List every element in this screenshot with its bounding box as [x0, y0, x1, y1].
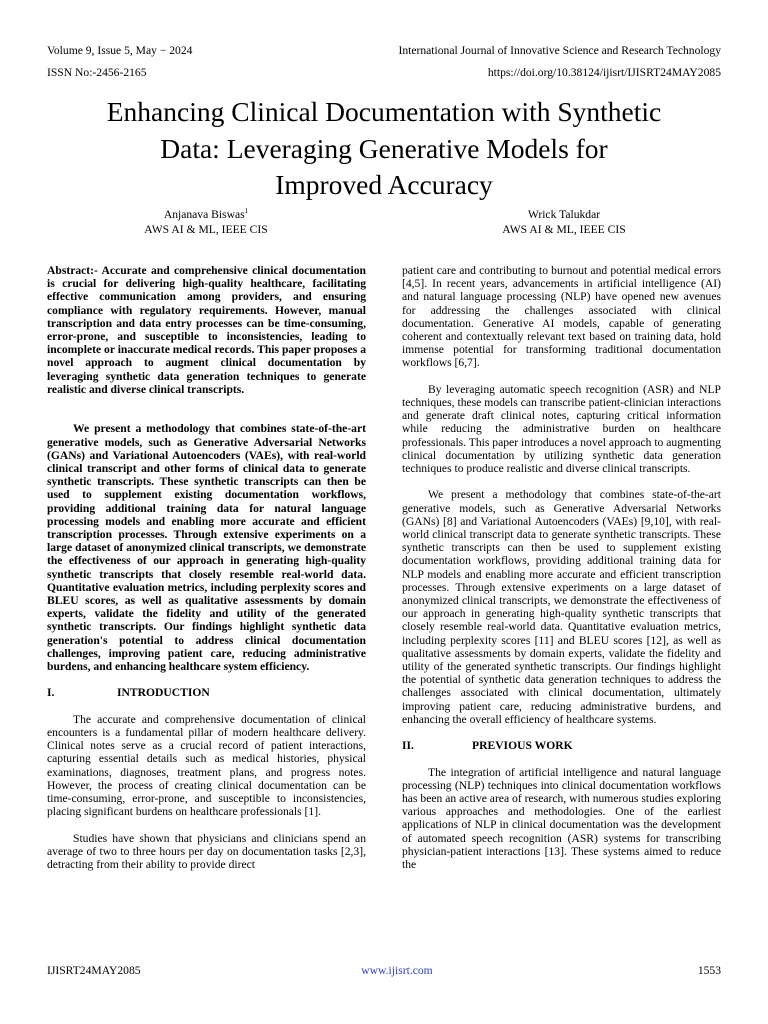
paper-title — [40, 94, 728, 204]
issn: ISSN No:-2456-2165 — [47, 66, 147, 79]
abstract-paragraph: We present a methodology that combines state-of-the-art generative models, such as Generative Adversarial Networks (GANs) and Variational Autoencoders (VAEs), with real-world clinical transcript and other forms of clinical data to generate synthetic transcripts. These synthetic transcripts can then be used to supplement existing documentation workflows, providing additional training data for natural language processing models and enabling more accurate and efficient transcription processes. Through extensive experiments on a large dataset of anonymized clinical transcripts, we demonstrate the effectiveness of our approach in generating high-quality synthetic transcripts that closely resemble real-world data. Quantitative evaluation metrics, including perplexity scores and BLEU scores, as well as qualitative assessments by domain experts, validate the fidelity and utility of the generated synthetic transcripts. Our findings highlight synthetic data generation's potential to address clinical documentation challenges, improving patient care, reducing administrative burdens, and enhancing healthcare system efficiency. — [47, 422, 366, 674]
section-title: INTRODUCTION — [117, 686, 210, 700]
author-name: Wrick Talukdar — [527, 208, 601, 221]
journal-name: International Journal of Innovative Science and Research Technology — [398, 44, 721, 57]
section-heading-previous-work — [402, 739, 721, 752]
page-number: 1553 — [697, 964, 721, 977]
doi-link[interactable]: https://doi.org/10.38124/ijisrt/IJISRT24MAY2085 — [487, 66, 721, 79]
body-paragraph: The accurate and comprehensive documentation of clinical encounters is a fundamental pillar of modern healthcare delivery. Clinical notes serve as a crucial record of patient interactions, capturing essential details such as medical histories, physical examinations, diagnoses, treatment plans, and progress notes. However, the process of creating clinical documentation can be time-consuming, error-prone, and susceptible to inconsistencies, placing significant burdens on healthcare professionals [1]. — [47, 712, 366, 819]
section-number: II. — [402, 739, 414, 753]
section-number: I. — [47, 686, 55, 700]
title-line: Improved Accuracy — [275, 169, 493, 200]
author-superscript: 1 — [244, 207, 249, 216]
left-column — [47, 264, 366, 871]
author-affiliation: AWS AI & ML, IEEE CIS — [144, 223, 268, 236]
body-paragraph: patient care and contributing to burnout and potential medical errors [4,5]. In recent years, advancements in artificial intelligence (AI) and natural language processing (NLP) have opened new avenues for addressing the challenges associated with clinical documentation. Generative AI models, capable of generating coherent and contextually relevant text based on training data, hold immense potential for transforming traditional documentation workflows [6,7]. — [402, 264, 721, 370]
body-paragraph: The integration of artificial intelligence and natural language processing (NLP) techniques into clinical documentation workflows has been an active area of research, with numerous studies exploring various approaches and methodologies. One of the earliest applications of NLP in clinical documentation was the development of automated speech recognition (ASR) systems for transcribing physician-patient interactions [13]. These systems aimed to reduce the — [402, 765, 721, 872]
abstract-paragraph: Abstract:- Accurate and comprehensive clinical documentation is crucial for delivering high-quality healthcare, facilitating effective communication among providers, and ensuring compliance with regulatory requirements. However, manual transcription and data entry processes can be time-consuming, error-prone, and susceptible to inconsistencies, leading to incomplete or inaccurate medical records. This paper proposes a novel approach to augment clinical documentation by leveraging synthetic data generation techniques to generate realistic and diverse clinical transcripts. — [47, 264, 366, 396]
title-line: Enhancing Clinical Documentation with Synthetic — [106, 96, 662, 127]
body-paragraph: Studies have shown that physicians and clinicians spend an average of two to three hours per day on documentation tasks [2,3], detracting from their ability to provide direct — [47, 831, 366, 872]
section-title: PREVIOUS WORK — [472, 739, 573, 753]
section-heading-introduction — [47, 686, 366, 699]
body-paragraph: By leveraging automatic speech recognition (ASR) and NLP techniques, these models can transcribe patient-clinician interactions and generate draft clinical notes, capturing critical information while reducing the administrative burden on healthcare professionals. This paper introduces a novel approach to augmenting clinical documentation by utilizing synthetic data generation techniques to produce realistic and diverse clinical transcripts. — [402, 382, 721, 476]
title-line: Data: Leveraging Generative Models for — [160, 132, 608, 164]
author-affiliation: AWS AI & ML, IEEE CIS — [502, 223, 626, 236]
right-column — [402, 264, 721, 871]
volume-info: Volume 9, Issue 5, May − 2024 — [47, 44, 193, 57]
author-block-2 — [414, 207, 714, 237]
body-paragraph: We present a methodology that combines state-of-the-art generative models, such as Generative Adversarial Networks (GANs) [8] and Variational Autoencoders (VAEs) [9,10], with real-world clinical transcript data to generate synthetic transcripts. These synthetic transcripts can then be used to supplement existing documentation workflows, providing additional training data for NLP models and enabling more accurate and efficient transcription processes. Through extensive experiments on a large dataset of anonymized clinical transcripts, we demonstrate the effectiveness of our approach in generating high-quality synthetic transcripts that closely resemble real-world data. Quantitative evaluation metrics, including perplexity scores [11] and BLEU scores [12], as well as qualitative assessments by domain experts, validate the fidelity and utility of the generated synthetic transcripts. Our findings highlight the potential of synthetic data generation techniques to address the challenges associated with clinical documentation, ultimately improving patient care, reducing administrative burdens, and enhancing the overall efficiency of healthcare systems. — [402, 488, 721, 726]
article-id: IJISRT24MAY2085 — [47, 964, 141, 977]
website-link[interactable]: www.ijisrt.com — [361, 964, 433, 977]
author-block-1 — [56, 207, 356, 237]
author-name: Anjanava Biswas — [163, 208, 245, 221]
